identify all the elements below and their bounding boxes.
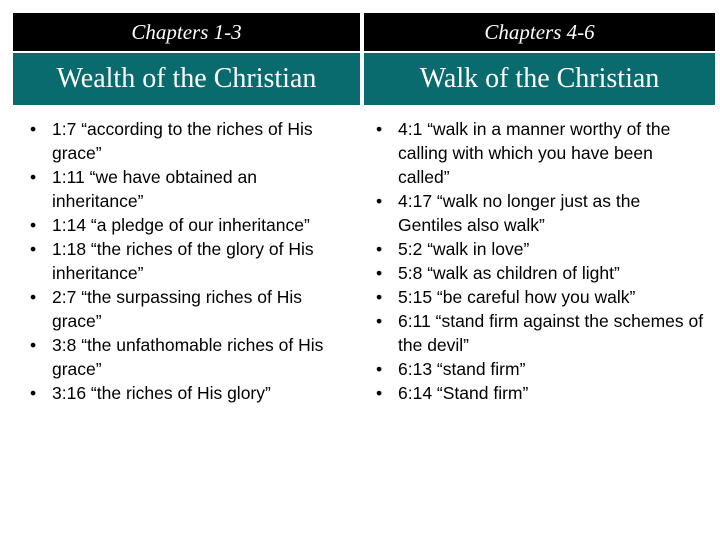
list-item: • 1:14 “a pledge of our inheritance” (20, 213, 350, 237)
list-item: • 1:7 “according to the riches of His grace” (20, 117, 350, 165)
list-item: • 5:2 “walk in love” (366, 237, 706, 261)
list-item: • 3:16 “the riches of His glory” (20, 381, 350, 405)
list-item: • 5:15 “be careful how you walk” (366, 285, 706, 309)
right-title: Walk of the Christian (364, 53, 715, 105)
list-item: • 6:11 “stand firm against the schemes of the devil” (366, 309, 706, 357)
list-item: • 5:8 “walk as children of light” (366, 261, 706, 285)
wealth-list (20, 117, 350, 405)
chapters-row (13, 13, 715, 51)
list-item: • 1:18 “the riches of the glory of His inheritance” (20, 237, 350, 285)
left-title: Wealth of the Christian (13, 53, 360, 105)
list-item: • 4:17 “walk no longer just as the Gentiles also walk” (366, 189, 706, 237)
walk-list (366, 117, 706, 405)
list-item: • 4:1 “walk in a manner worthy of the calling with which you have been called” (366, 117, 706, 189)
left-chapters-header: Chapters 1-3 (13, 13, 360, 51)
list-item: • 6:13 “stand firm” (366, 357, 706, 381)
titles-row (13, 53, 715, 105)
list-item: • 6:14 “Stand firm” (366, 381, 706, 405)
header-grid (13, 13, 715, 105)
list-item: • 3:8 “the unfathomable riches of His grace” (20, 333, 350, 381)
walk-column (366, 117, 706, 405)
wealth-column (20, 117, 350, 405)
right-chapters-header: Chapters 4-6 (364, 13, 715, 51)
list-item: • 1:11 “we have obtained an inheritance” (20, 165, 350, 213)
list-item: • 2:7 “the surpassing riches of His grace” (20, 285, 350, 333)
